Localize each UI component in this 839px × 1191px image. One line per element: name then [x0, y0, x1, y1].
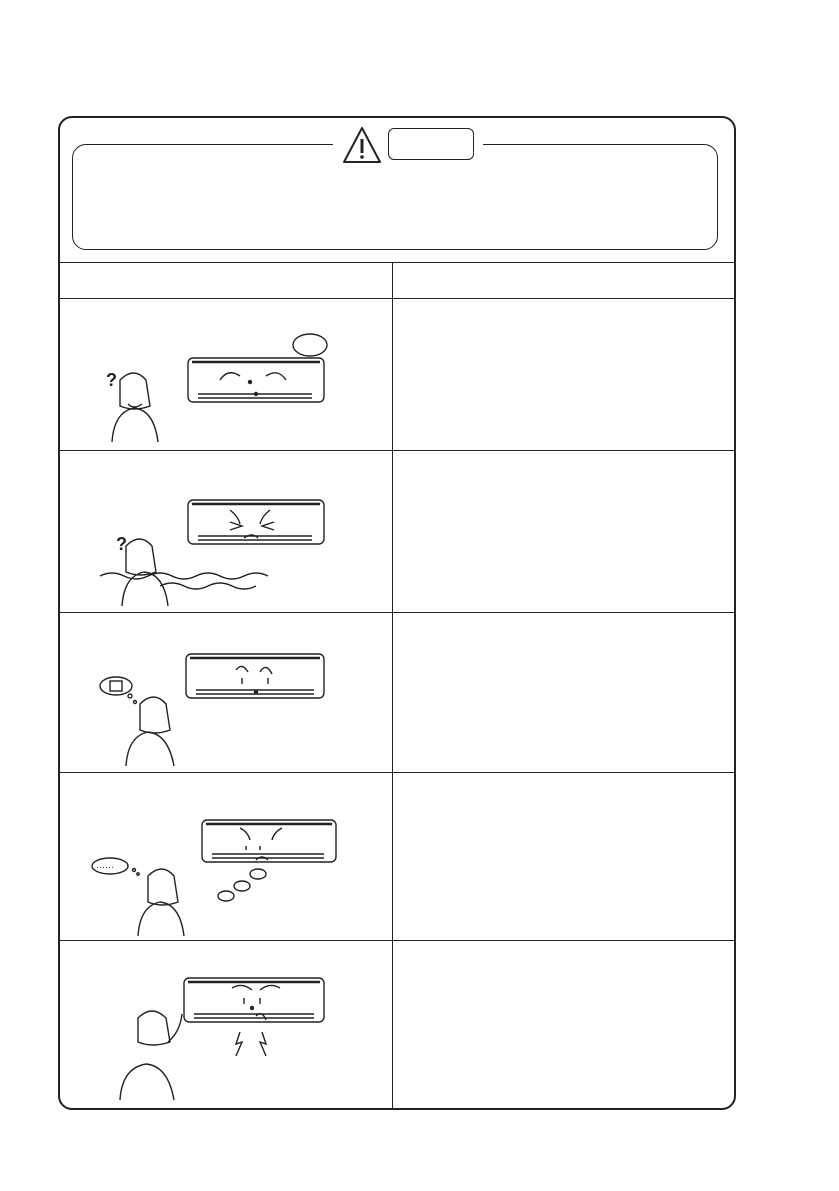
row-divider — [60, 940, 734, 941]
svg-text:?: ? — [116, 534, 127, 554]
svg-text:······: ······ — [96, 862, 114, 872]
woman-watching-ac-mist-icon — [60, 776, 390, 938]
column-header-description — [394, 266, 734, 296]
caution-message — [90, 166, 700, 236]
svg-text:?: ? — [106, 370, 117, 390]
column-header-illustration — [60, 266, 390, 296]
table-top-line — [60, 262, 734, 263]
row-divider — [60, 772, 734, 773]
column-divider — [392, 262, 393, 1108]
row-divider — [60, 612, 734, 613]
warning-triangle-icon — [342, 126, 382, 164]
caution-label — [388, 128, 474, 160]
row-divider — [60, 450, 734, 451]
man-worried-ac-electric-icon — [60, 944, 390, 1106]
confused-woman-hearing-noise-from-ac-icon — [60, 302, 390, 448]
header-divider — [60, 298, 734, 299]
confused-woman-odor-from-ac-icon — [60, 454, 390, 610]
woman-thinking-remote-ac-icon — [60, 616, 390, 770]
